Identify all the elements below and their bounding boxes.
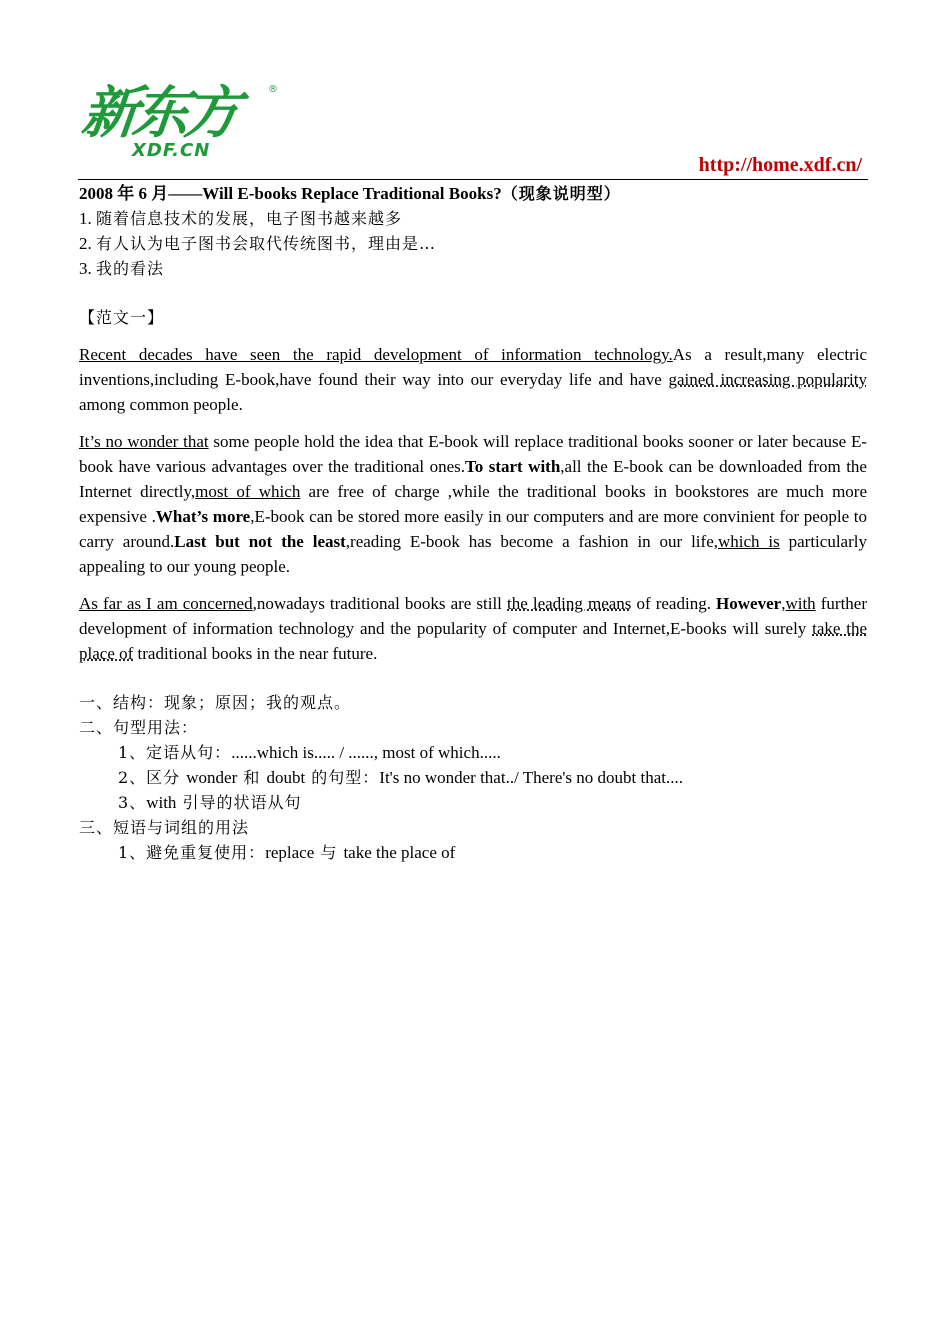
note-phrases: 三、短语与词组的用法 bbox=[79, 818, 250, 837]
essay-title: 2008 年 6 月——Will E-books Replace Traditional Books?（现象说明型） bbox=[79, 184, 621, 203]
study-notes bbox=[79, 690, 867, 865]
note-structure: 一、结构：现象；原因；我的观点。 bbox=[79, 693, 352, 712]
note-sentence-patterns: 二、句型用法： bbox=[79, 718, 199, 737]
note-item: 2、区分 wonder 和 doubt 的句型：It's no wonder that../ There's no doubt that.... bbox=[118, 768, 684, 787]
essay-outline bbox=[79, 206, 867, 281]
paragraph-3: As far as I am concerned,nowadays traditional books are still the leading means of reading. However,with further development of information technology and the popularity of computer and Internet,E-books will surely take the place of traditional books in the near future. bbox=[79, 594, 868, 663]
document-body bbox=[79, 181, 867, 865]
logo-english-text: XDF.CN bbox=[132, 140, 211, 161]
note-item: 3、with 引导的状语从句 bbox=[118, 793, 302, 812]
paragraph-1: Recent decades have seen the rapid development of information technology.As a result,many electric inventions,including E-book,have found their way into our everyday life and have gained increasing popularity among common people. bbox=[79, 345, 867, 414]
outline-item: 2. 有人认为电子图书会取代传统图书，理由是… bbox=[79, 234, 437, 253]
note-item: 1、定语从句：......which is..... / ......, most of which..... bbox=[118, 743, 501, 762]
header-url[interactable]: http://home.xdf.cn/ bbox=[698, 154, 862, 176]
xdf-logo bbox=[78, 81, 282, 164]
outline-item: 1. 随着信息技术的发展，电子图书越来越多 bbox=[79, 209, 403, 228]
note-item: 1、避免重复使用：replace 与 take the place of bbox=[118, 843, 456, 862]
sample-label: 【范文一】 bbox=[79, 308, 165, 327]
header-divider bbox=[78, 179, 868, 180]
registered-mark: ® bbox=[268, 84, 278, 95]
paragraph-2: It’s no wonder that some people hold the idea that E-book will replace traditional books sooner or later because E-book have various advantages over the traditional ones.To start with,all the E-book can be downloaded from the Internet directly,most of which are free of charge ,while the traditional books in bookstores are much more expensive .What’s more,E-book can be stored more easily in our computers and are more convinient for people to carry around.Last but not the least,reading E-book has become a fashion in our life,which is particularly appealing to our young people. bbox=[79, 432, 867, 576]
logo-chinese-text: 新东方 bbox=[78, 81, 239, 146]
outline-item: 3. 我的看法 bbox=[79, 259, 165, 278]
